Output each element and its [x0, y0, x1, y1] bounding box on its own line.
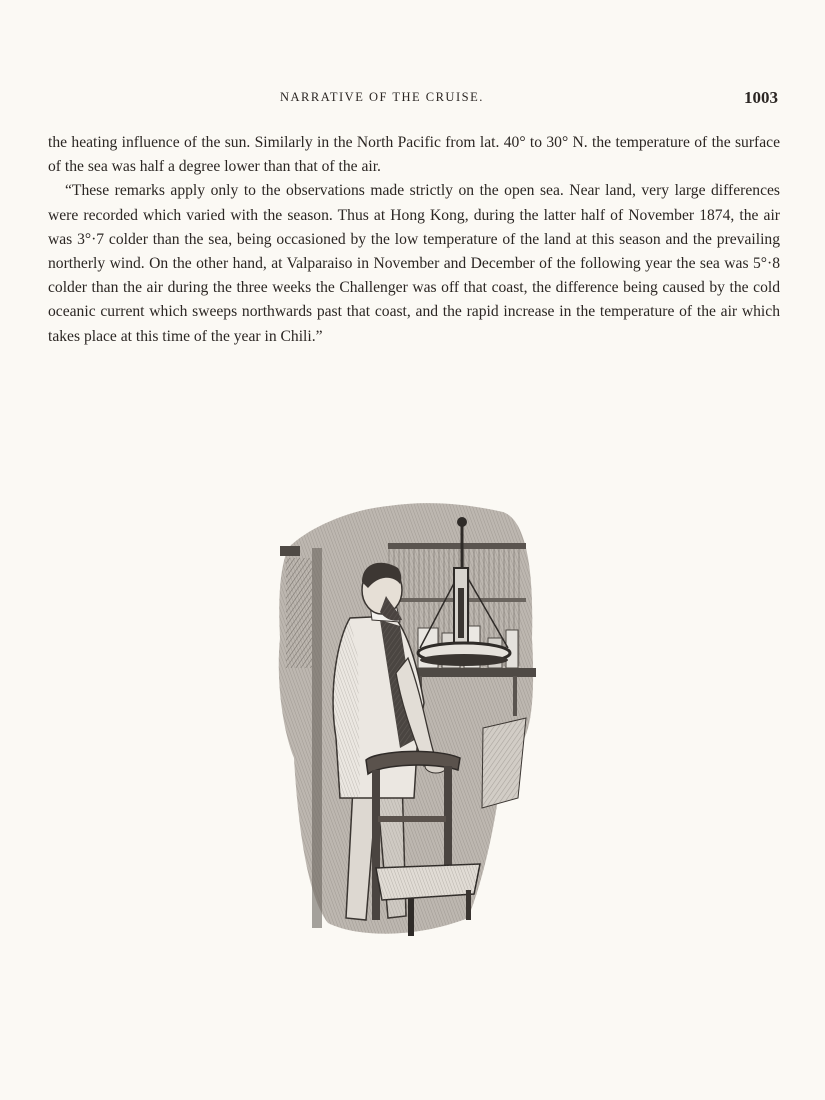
- engraving-man-with-apparatus: [268, 498, 540, 940]
- running-head: [48, 88, 778, 110]
- engraving-illustration: [268, 498, 540, 940]
- paragraph-continuation: the heating influence of the sun. Similarly in the North Pacific from lat. 40° to 30° N. the temperature of the surface of the sea was half a degree lower than that of the air.: [48, 134, 780, 176]
- body-text: [48, 131, 780, 349]
- running-title: NARRATIVE OF THE CRUISE.: [280, 90, 484, 104]
- paragraph-quotation: “These remarks apply only to the observations made strictly on the open sea. Near land, very large differences were recorded which varied with the season. Thus at Hong Kong, during the latter half of November 1874, the air was 3°·7 colder than the sea, being occasioned by the low temperature of the land at this season and the prevailing northerly wind. On the other hand, at Valparaiso in November and December of the following year the sea was 5°·8 colder than the air during the three weeks the Challenger was off that coast, the difference being caused by the cold oceanic current which sweeps northwards past that coast, and the rapid increase in the temperature of the air which takes place at this time of the year in Chili.”: [48, 182, 780, 345]
- page-number: 1003: [744, 88, 778, 107]
